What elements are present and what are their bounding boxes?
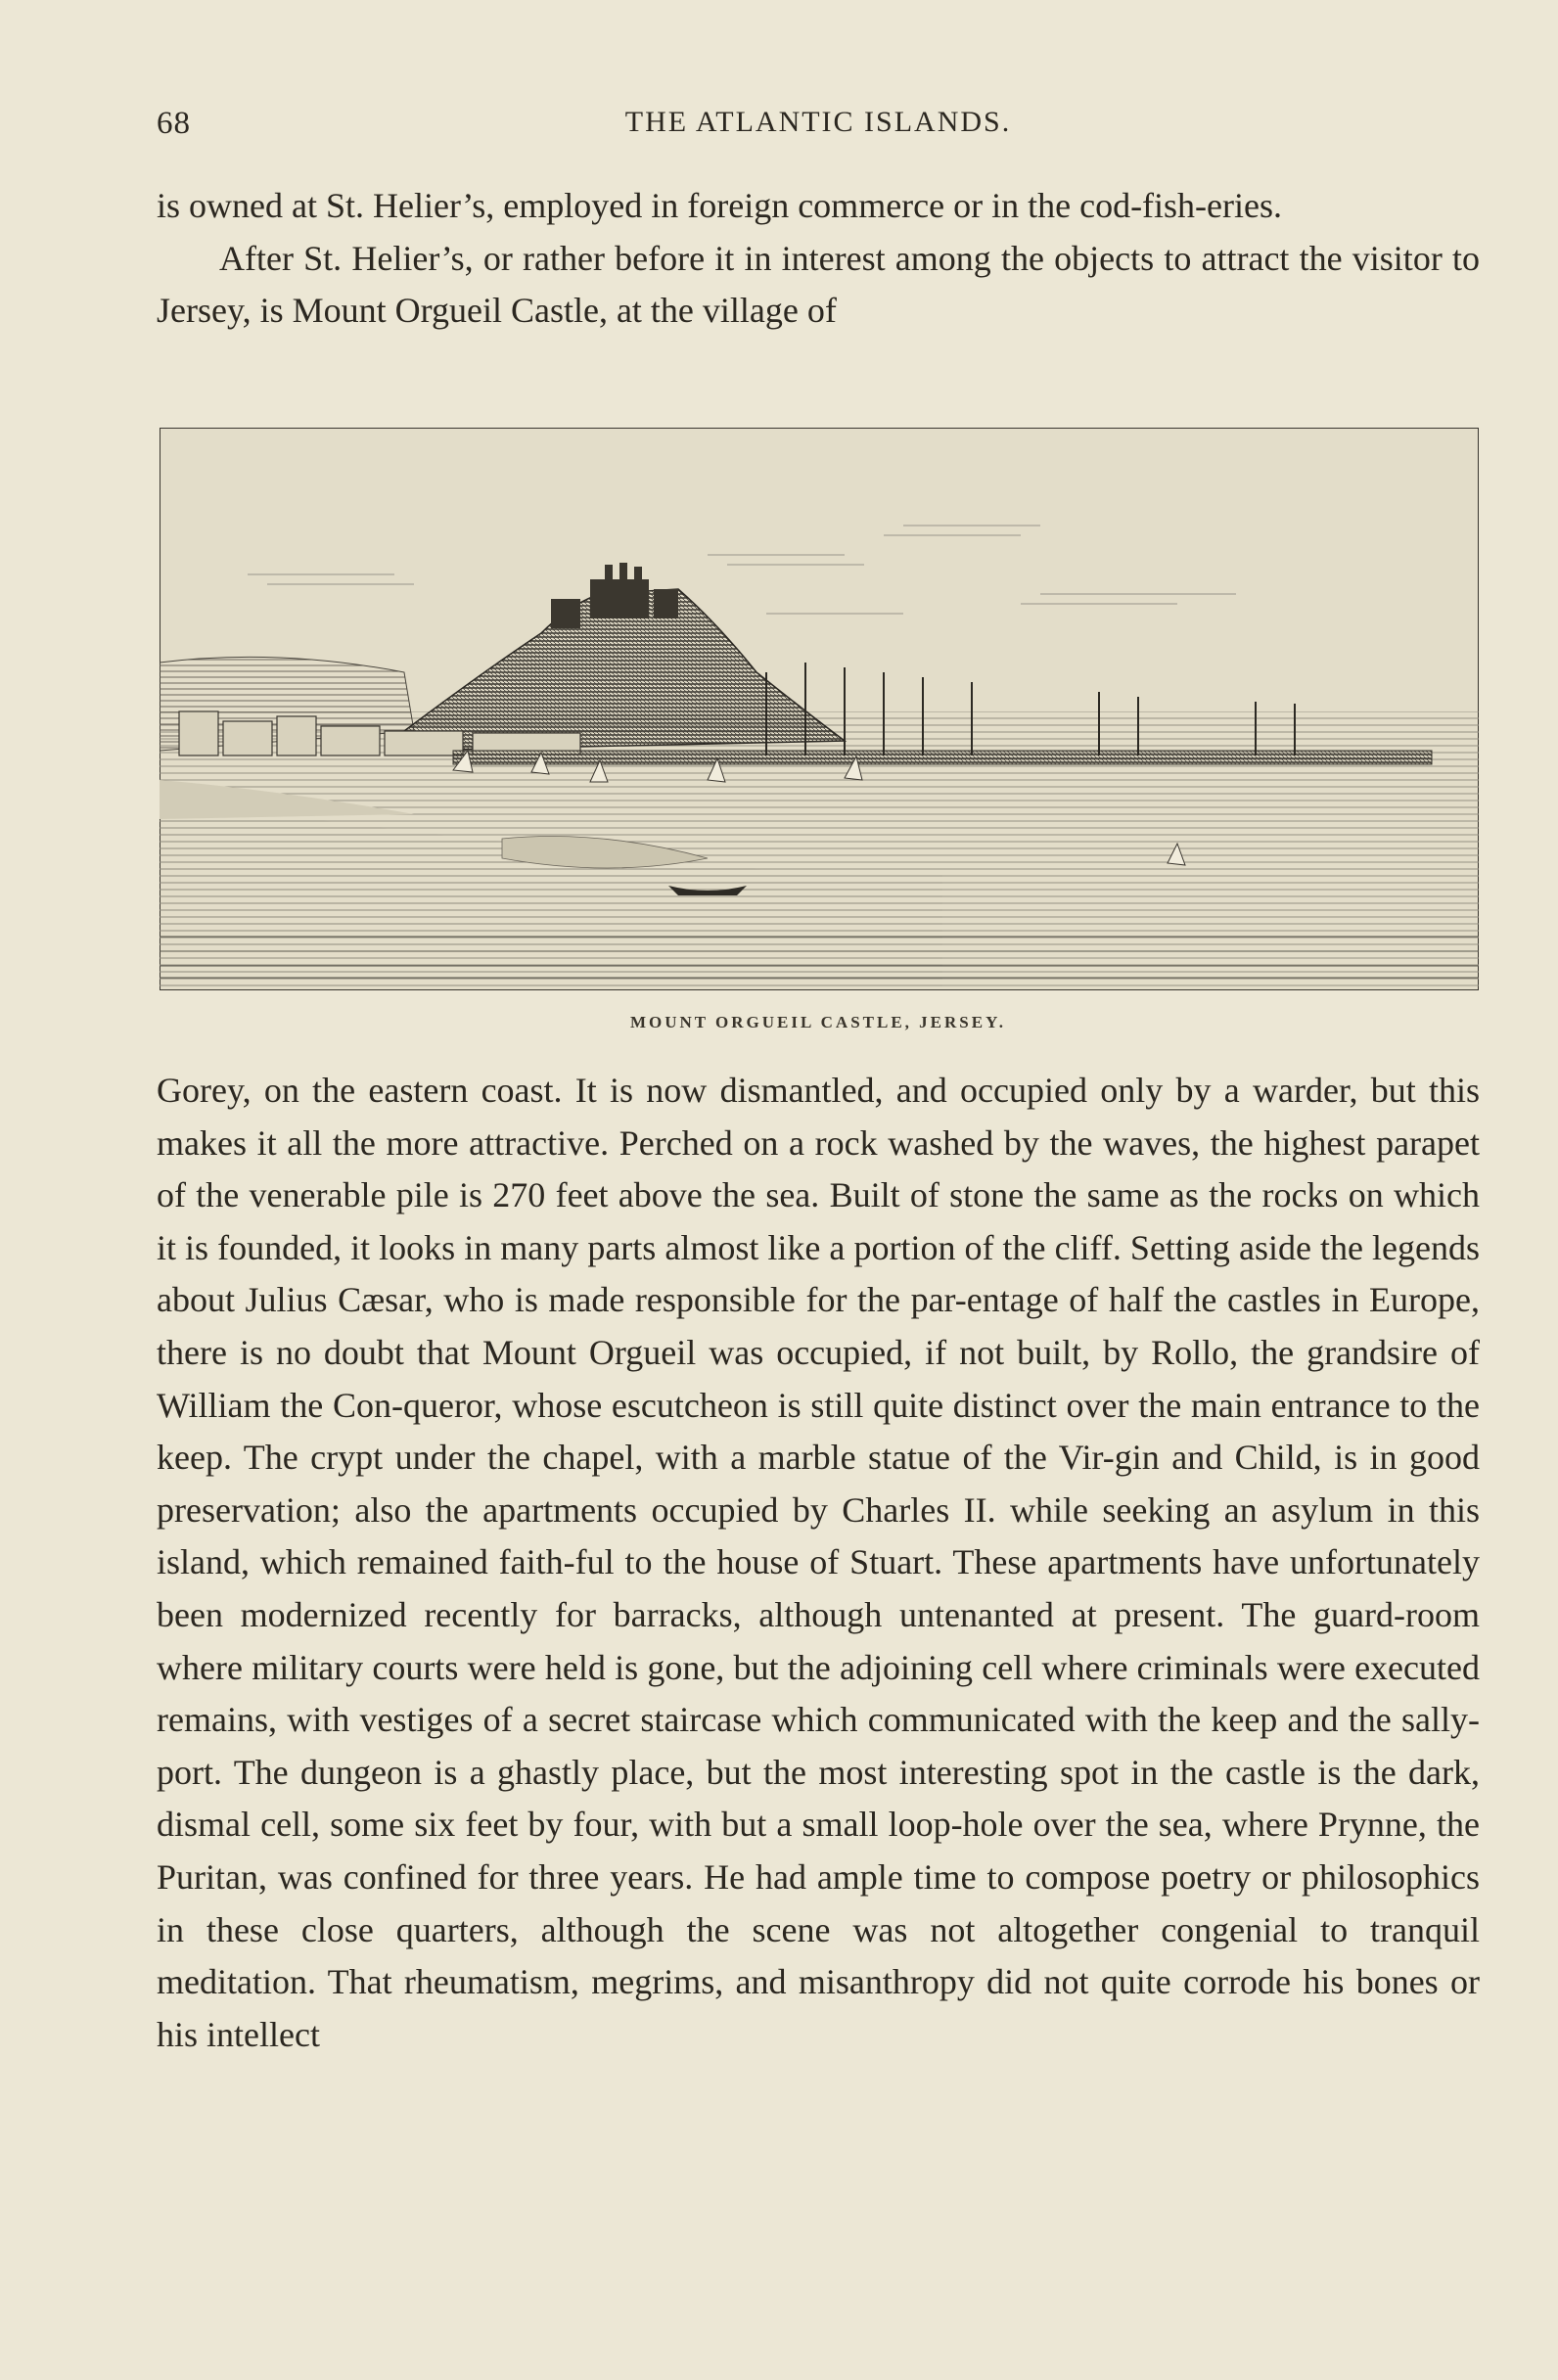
paragraph-st-heliers: After St. Helier’s, or rather before it in interest among the objects to attract the visitor to Jersey, is Mount Orgueil Castle, at the village of (157, 238, 1480, 331)
body-text-bottom (157, 1065, 1480, 2061)
castle-engraving (160, 428, 1479, 990)
paragraph-continuation: is owned at St. Helier’s, employed in foreign commerce or in the cod-fish-eries. (157, 186, 1282, 225)
paragraph-gorey: Gorey, on the eastern coast. It is now dismantled, and occupied only by a warder, but this makes it all the more attractive. Perched on a rock washed by the waves, the highest parapet of the venerable pile is 270 feet above the sea. Built of stone the same as the rocks on which it is founded, it looks in many parts almost like a portion of the cliff. Setting aside the legends about Julius Cæsar, who is made responsible for the par-entage of half the castles in Europe, there is no doubt that Mount Orgueil was occupied, if not built, by Rollo, the grandsire of William the Con-queror, whose escutcheon is still quite distinct over the main entrance to the keep. The crypt under the chapel, with a marble statue of the Vir-gin and Child, is in good preservation; also the apartments occupied by Charles II. while seeking an asylum in this island, which remained faith-ful to the house of Stuart. These apartments have unfortunately been modernized recently for barracks, although untenanted at present. The guard-room where military courts were held is gone, but the adjoining cell where criminals were executed remains, with vestiges of a secret staircase which communicated with the keep and the sally-port. The dungeon is a ghastly place, but the most interesting spot in the castle is the dark, dismal cell, some six feet by four, with but a small loop-hole over the sea, where Prynne, the Puritan, was confined for three years. He had ample time to compose poetry or philosophics in these close quarters, although the scene was not altogether congenial to tranquil meditation. That rheumatism, megrims, and misanthropy did not quite corrode his bones or his intellect (157, 1071, 1480, 2054)
figure-caption: MOUNT ORGUEIL CASTLE, JERSEY. (629, 1013, 1007, 1031)
running-title: THE ATLANTIC ISLANDS. (624, 106, 1012, 138)
page-number: 68 (157, 106, 191, 141)
running-head (157, 106, 1480, 149)
body-text-top (157, 180, 1480, 338)
engraving-illustration (160, 428, 1479, 990)
